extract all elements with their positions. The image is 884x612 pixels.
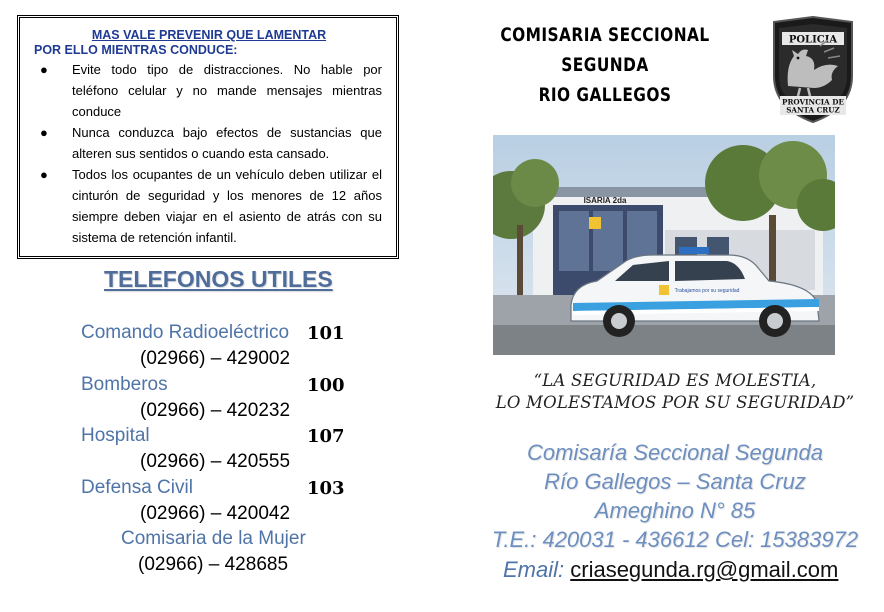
safety-item-text: Nunca conduzca bajo efectos de sustancias que alteren sus sentidos o cuando esta cansado. (72, 125, 382, 161)
phone-name: Comando Radioeléctrico (81, 322, 290, 343)
phone-code: 100 (307, 375, 345, 396)
contact-city: Río Gallegos – Santa Cruz (544, 469, 806, 494)
title-line: COMISARIA SECCIONAL (500, 24, 710, 46)
list-item (36, 122, 382, 164)
phone-code: 107 (307, 426, 345, 447)
bullet-icon: ● (40, 62, 48, 77)
safety-subtitle: POR ELLO MIENTRAS CONDUCE: (34, 43, 238, 57)
badge-top-text: POLICIA (788, 34, 838, 46)
police-badge-logo (770, 16, 856, 124)
slogan (470, 370, 880, 414)
badge-bottom-text: SANTA CRUZ (786, 105, 840, 115)
title-line: RIO GALLEGOS (538, 84, 672, 106)
safety-list (36, 59, 382, 248)
phone-name: Comisaria de la Mujer (121, 528, 306, 549)
title-line: SEGUNDA (561, 54, 649, 76)
car-shield-icon (659, 285, 669, 295)
phone-number: (02966) – 420042 (140, 503, 291, 524)
building-sign: ISARIA 2da (583, 196, 627, 205)
phone-code: 103 (307, 478, 345, 499)
phone-number: (02966) – 420555 (140, 451, 291, 472)
slogan-line: LO MOLESTAMOS POR SU SEGURIDAD” (495, 393, 855, 412)
phone-code: 101 (307, 323, 345, 344)
phone-name: Defensa Civil (81, 477, 193, 498)
contact-phones: T.E.: 420031 - 436612 Cel: 15383972 (491, 527, 859, 552)
phone-number: (02966) – 420232 (140, 400, 291, 421)
safety-item-text: Evite todo tipo de distracciones. No hable por teléfono celular y no mande mensajes mientras conduce (72, 62, 382, 119)
slogan-line: “LA SEGURIDAD ES MOLESTIA, (533, 371, 817, 390)
list-item (36, 164, 382, 248)
bullet-icon: ● (40, 167, 48, 182)
phones-title: TELEFONOS UTILES (104, 266, 333, 292)
contact-street: Ameghino N° 85 (594, 498, 756, 523)
light-bar (679, 247, 709, 254)
contact-name: Comisaría Seccional Segunda (527, 440, 823, 465)
car-door-text: Trabajamos por su seguridad (674, 288, 740, 294)
phone-name: Bomberos (81, 374, 168, 395)
phone-number: (02966) – 429002 (140, 348, 291, 369)
contact-block (470, 438, 880, 554)
police-station-photo (493, 135, 835, 355)
email-link[interactable]: criasegunda.rg@gmail.com (570, 557, 839, 582)
email-label: Email: (503, 557, 565, 582)
phone-number: (02966) – 428685 (138, 554, 289, 575)
email-line (503, 557, 838, 583)
safety-item-text: Todos los ocupantes de un vehículo deben utilizar el cinturón de seguridad y los menores de 12 años siempre deben viajar en el asiento de atrás con su sistema de retención infantil. (72, 167, 382, 245)
shield-sign (589, 217, 601, 229)
bullet-icon: ● (40, 125, 48, 140)
page-title (484, 20, 727, 110)
list-item (36, 59, 382, 122)
safety-box (17, 15, 399, 259)
phone-name: Hospital (81, 425, 150, 446)
badge-bottom-text: PROVINCIA DE (782, 97, 844, 107)
safety-title: MAS VALE PREVENIR QUE LAMENTAR (91, 28, 327, 42)
